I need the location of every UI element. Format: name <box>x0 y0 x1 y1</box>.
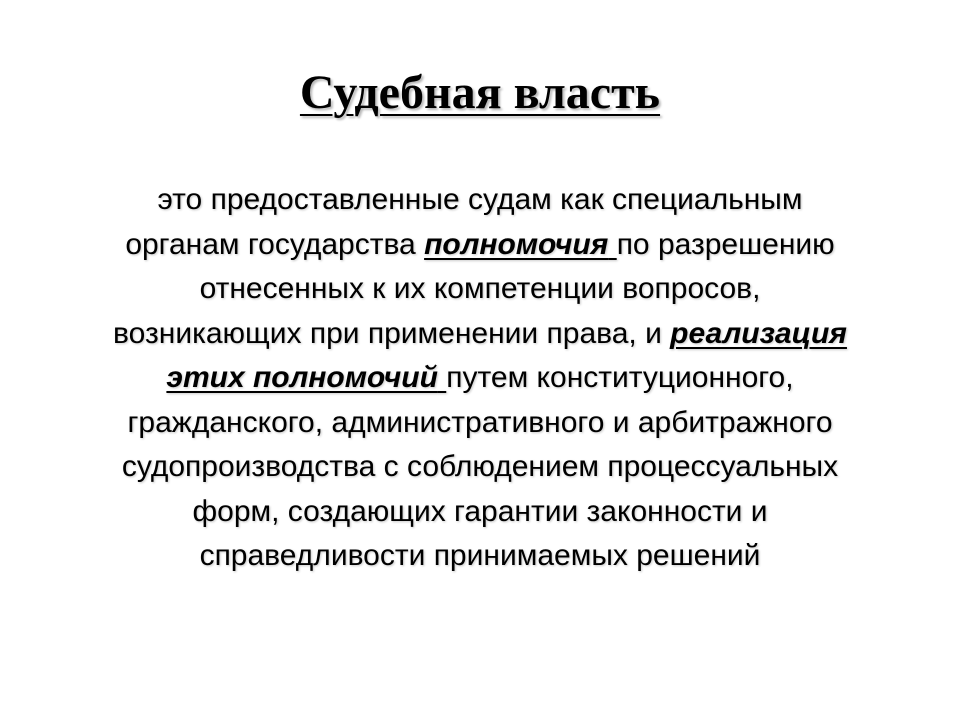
emphasis-implementation: реализация <box>670 316 847 350</box>
underlined-space <box>608 228 616 261</box>
definition-text <box>40 178 920 579</box>
slide-title: Судебная власть <box>299 66 661 119</box>
underlined-space <box>438 361 446 394</box>
text-line-2 <box>40 223 920 268</box>
emphasis-these-powers: этих полномочий <box>166 361 438 394</box>
text-line-4-start: возникающих при применении права, и <box>113 316 671 350</box>
text-line-3: отнесенных к их компетенции вопросов, <box>199 272 761 305</box>
text-line-5 <box>40 356 920 401</box>
emphasis-powers: полномочия <box>424 227 609 261</box>
text-line-5-end: путем конституционного, <box>446 361 794 394</box>
text-line-8: форм, создающих гарантии законности и <box>192 494 768 528</box>
text-line-9: справедливости принимаемых решений <box>199 539 761 572</box>
text-line-2-start: органам государства <box>125 227 425 261</box>
text-line-6: гражданского, административного и арбитражного <box>127 405 833 439</box>
text-line-4 <box>40 312 920 357</box>
text-line-2-end: по разрешению <box>616 227 835 261</box>
text-line-7: судопроизводства с соблюдением процессуальных <box>121 450 839 483</box>
text-line-1: это предоставленные судам как специальным <box>157 183 803 216</box>
